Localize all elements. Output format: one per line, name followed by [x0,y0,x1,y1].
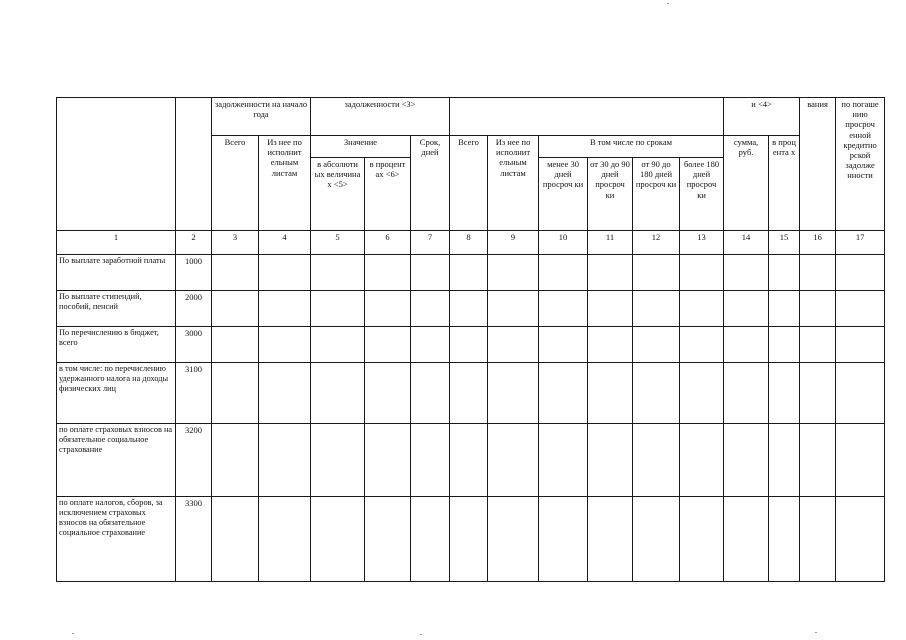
column-number: 17 [836,231,885,255]
column-number: 12 [633,231,680,255]
row-code: 3300 [176,497,212,582]
column-number: 1 [57,231,176,255]
header-blank-col1 [57,98,176,231]
header-over-180-days: более 180 дней просроч ки [680,158,724,231]
header-by-writs-a: Из нее по исполнит ельным листам [259,136,311,231]
header-debt-3: задолженности <3> [311,98,450,136]
column-number: 7 [411,231,450,255]
header-blank-group [450,98,724,136]
header-in-percent: в проц ента х [769,136,800,231]
header-total-b: Всего [450,136,488,231]
header-and-4: и <4> [724,98,800,136]
debt-table [56,97,885,582]
column-number: 16 [800,231,836,255]
header-by-terms: В том числе по срокам [539,136,724,158]
column-number: 11 [588,231,633,255]
row-label: по оплате налогов, сборов, за исключением страховых взносов на обязательное социальное страхование [57,497,176,582]
table-row [57,291,885,327]
header-debt-start-year: задолженности на начало года [212,98,311,136]
column-number-row [57,231,885,255]
header-row-1 [57,98,885,136]
scan-speck [420,634,422,635]
header-value: Значение [311,136,411,158]
row-code: 3200 [176,424,212,497]
row-label: По перечислению в бюджет, всего [57,327,176,363]
header-vaniya: вания [800,98,836,231]
column-number: 5 [311,231,365,255]
column-number: 15 [769,231,800,255]
header-absolute-values: в абсолюти ых величина х <5> [311,158,365,231]
header-blank-col2 [176,98,212,231]
row-code: 3100 [176,363,212,424]
scan-speck [815,632,817,633]
table-row [57,327,885,363]
column-number: 6 [365,231,411,255]
table-row [57,255,885,291]
table-row [57,424,885,497]
row-label: По выплате заработной платы [57,255,176,291]
row-label: по оплате страховых взносов на обязательное социальное страхование [57,424,176,497]
table-row [57,363,885,424]
scan-speck [667,3,669,4]
header-percent-values: в процент ах <6> [365,158,411,231]
header-less-30-days: менее 30 дней просроч ки [539,158,588,231]
header-total-a: Всего [212,136,259,231]
column-number: 8 [450,231,488,255]
header-sum-rub: сумма, руб. [724,136,769,231]
header-term-days: Срок, дней [411,136,450,231]
table-row [57,497,885,582]
header-30-90-days: от 30 до 90 дней просроч ки [588,158,633,231]
column-number: 13 [680,231,724,255]
column-number: 4 [259,231,311,255]
scan-speck [72,633,74,634]
row-label: в том числе: по перечислению удержанного налога на доходы физических лиц [57,363,176,424]
column-number: 3 [212,231,259,255]
row-label: По выплате стипендий, пособий, пенсий [57,291,176,327]
header-by-writs-b: Из нее по исполнит ельным листам [488,136,539,231]
row-code: 2000 [176,291,212,327]
header-90-180-days: от 90 до 180 дней просроч ки [633,158,680,231]
row-code: 3000 [176,327,212,363]
column-number: 14 [724,231,769,255]
column-number: 9 [488,231,539,255]
column-number: 10 [539,231,588,255]
row-code: 1000 [176,255,212,291]
header-unpaid-overdue-debt: по погаше нию просроч енной кредитно рской задолже нности [836,98,885,231]
column-number: 2 [176,231,212,255]
